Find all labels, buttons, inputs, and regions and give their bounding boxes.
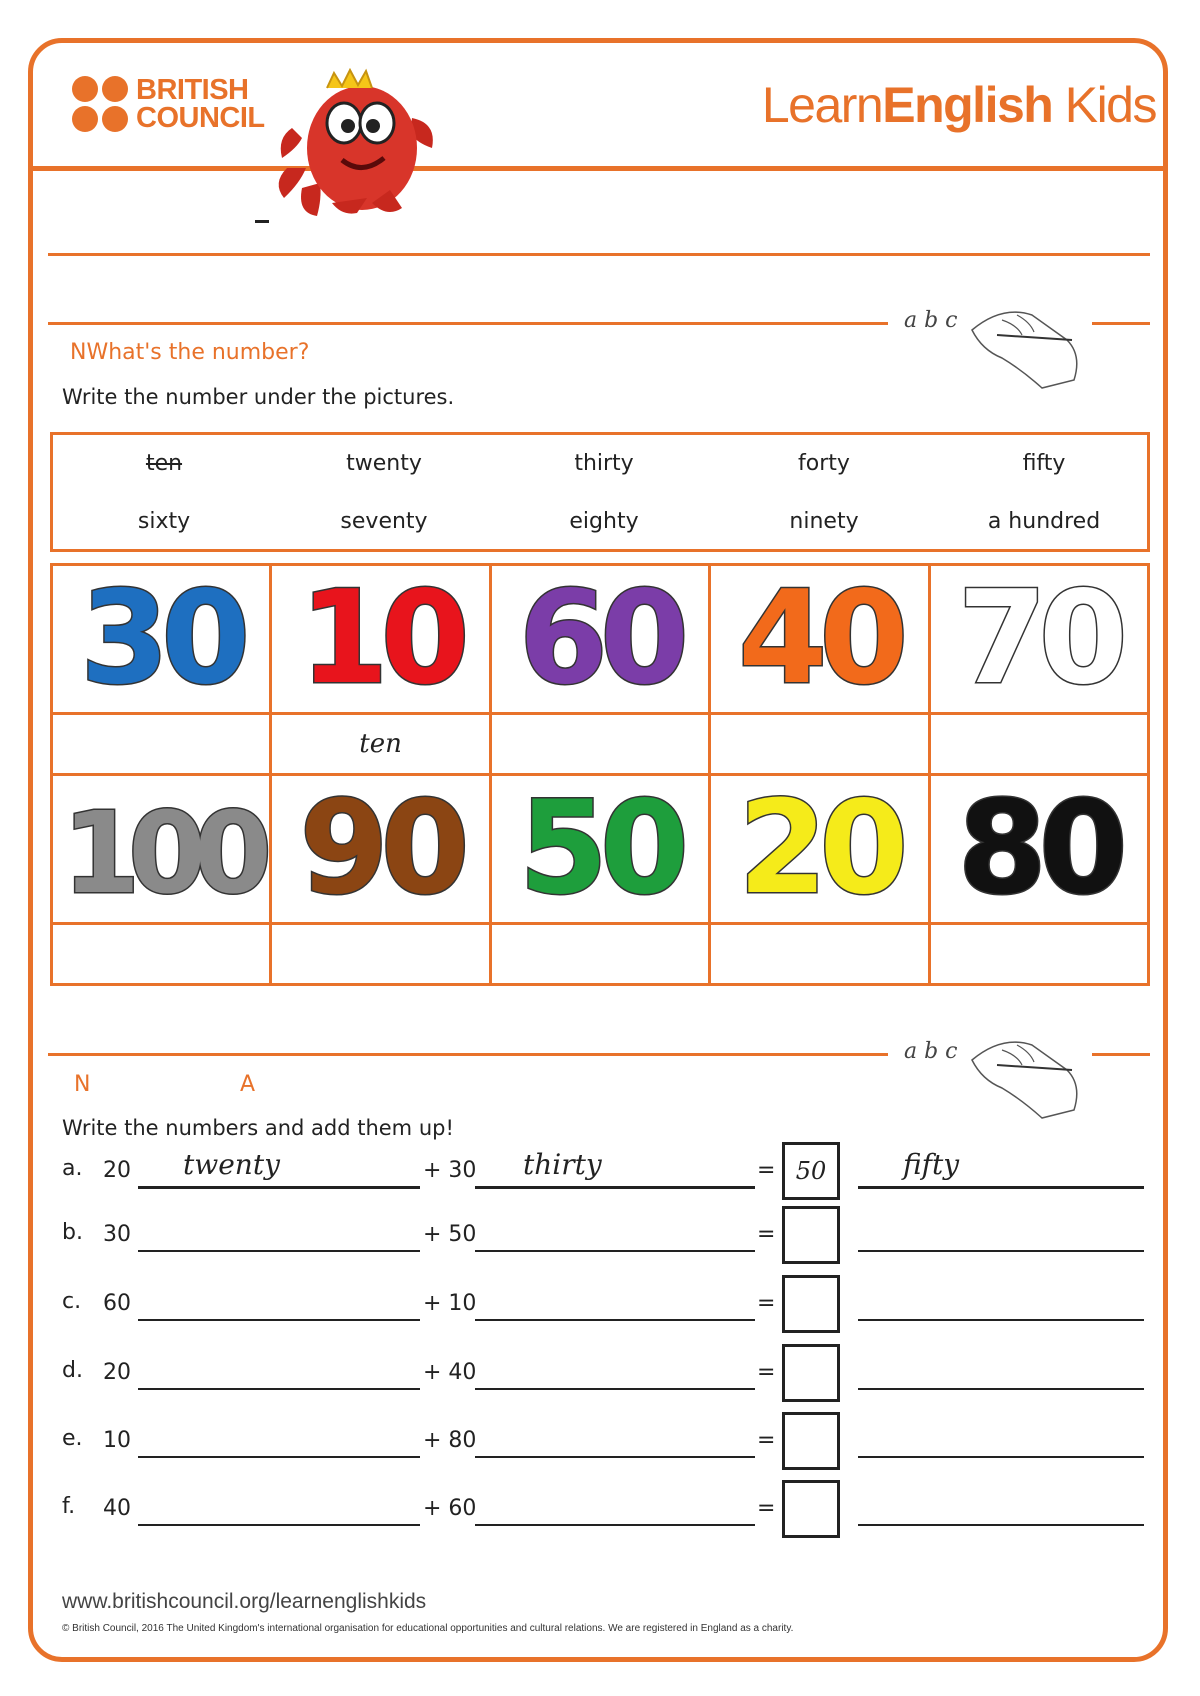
number-cell: 80 xyxy=(929,775,1148,924)
equation-plus-number: + 50 xyxy=(423,1222,477,1247)
section2-abc-label: a b c xyxy=(904,1039,958,1064)
logo-dots-icon xyxy=(72,76,130,134)
sum-box[interactable] xyxy=(782,1206,840,1264)
word-bank-item: eighty xyxy=(569,509,639,534)
equation-label: c. xyxy=(62,1289,82,1314)
answer-cell[interactable] xyxy=(710,714,929,775)
answer-line[interactable] xyxy=(475,1456,755,1458)
writing-hand-icon xyxy=(962,300,1092,390)
answer-line[interactable] xyxy=(475,1186,755,1189)
answer-cell[interactable] xyxy=(710,924,929,985)
name-field-mark xyxy=(255,220,269,223)
equation-row xyxy=(0,1412,1200,1472)
equation-label: b. xyxy=(62,1220,83,1245)
answer-line[interactable] xyxy=(475,1319,755,1321)
word-bank xyxy=(50,432,1150,552)
answer-line[interactable] xyxy=(475,1250,755,1252)
section1-divider-right xyxy=(1092,322,1150,325)
learnenglish-kids-logo: LearnEnglish Kids xyxy=(761,77,1156,133)
number-cell: 70 xyxy=(929,565,1148,714)
equation-first-number: 20 xyxy=(103,1158,131,1183)
word-bank-item: sixty xyxy=(137,509,191,534)
equation-plus-number: + 10 xyxy=(423,1291,477,1316)
answer-line[interactable] xyxy=(858,1524,1144,1526)
logo-text: BRITISH COUNCIL xyxy=(136,74,265,134)
equation-row xyxy=(0,1344,1200,1404)
answer-cell[interactable]: ten xyxy=(271,714,490,775)
answer-line[interactable] xyxy=(138,1319,420,1321)
equation-label: e. xyxy=(62,1426,83,1451)
answer-line[interactable] xyxy=(138,1250,420,1252)
british-council-logo xyxy=(72,76,272,136)
word-bank-item: ninety xyxy=(789,509,859,534)
answer-line[interactable] xyxy=(138,1388,420,1390)
answer-line[interactable] xyxy=(475,1388,755,1390)
section1-abc-label: a b c xyxy=(904,308,958,333)
sum-box[interactable]: 50 xyxy=(782,1142,840,1200)
number-cell: 20 xyxy=(710,775,929,924)
section1-divider-left xyxy=(48,322,888,325)
answer-row-1 xyxy=(52,714,1149,775)
equation-first-number: 10 xyxy=(103,1428,131,1453)
equation-plus-number: + 40 xyxy=(423,1360,477,1385)
number-row-1 xyxy=(52,565,1149,714)
answer-line[interactable] xyxy=(858,1319,1144,1321)
equation-row xyxy=(0,1142,1200,1202)
word-bank-item: fifty xyxy=(1022,451,1066,476)
answer-line[interactable] xyxy=(858,1456,1144,1458)
number-cell: 10 xyxy=(271,565,490,714)
equation-first-number: 20 xyxy=(103,1360,131,1385)
handwritten-answer: twenty xyxy=(183,1148,280,1181)
equation-plus-number: + 80 xyxy=(423,1428,477,1453)
answer-line[interactable] xyxy=(475,1524,755,1526)
equation-plus-number: + 30 xyxy=(423,1158,477,1183)
equation-first-number: 40 xyxy=(103,1496,131,1521)
equation-label: d. xyxy=(62,1358,83,1383)
answer-cell[interactable] xyxy=(490,924,709,985)
equals-sign: = xyxy=(757,1222,776,1247)
answer-row-2 xyxy=(52,924,1149,985)
name-line xyxy=(48,253,1150,256)
answer-line[interactable] xyxy=(858,1186,1144,1189)
equals-sign: = xyxy=(757,1158,776,1183)
answer-line[interactable] xyxy=(138,1456,420,1458)
section1-title: NWhat's the number? xyxy=(70,340,310,365)
writing-hand-icon xyxy=(962,1030,1092,1120)
answer-line[interactable] xyxy=(138,1186,420,1189)
answer-line[interactable] xyxy=(858,1250,1144,1252)
answer-cell[interactable] xyxy=(929,714,1148,775)
number-cell: 30 xyxy=(52,565,271,714)
section2-divider-right xyxy=(1092,1053,1150,1056)
sum-box[interactable] xyxy=(782,1480,840,1538)
answer-line[interactable] xyxy=(138,1524,420,1526)
handwritten-answer: fifty xyxy=(903,1148,960,1181)
answer-cell[interactable] xyxy=(929,924,1148,985)
sum-box[interactable] xyxy=(782,1412,840,1470)
footer-copyright: © British Council, 2016 The United Kingdom's international organisation for educational opportunities and cultural relations. We are registered in England as a charity. xyxy=(62,1623,794,1634)
equation-first-number: 30 xyxy=(103,1222,131,1247)
equals-sign: = xyxy=(757,1360,776,1385)
answer-cell[interactable] xyxy=(52,924,271,985)
answer-line[interactable] xyxy=(858,1388,1144,1390)
number-grid xyxy=(50,563,1150,986)
equals-sign: = xyxy=(757,1291,776,1316)
answer-cell[interactable] xyxy=(490,714,709,775)
header-divider xyxy=(28,166,1168,171)
number-cell: 100 xyxy=(52,775,271,924)
number-cell: 90 xyxy=(271,775,490,924)
number-cell: 60 xyxy=(490,565,709,714)
equals-sign: = xyxy=(757,1428,776,1453)
equation-row xyxy=(0,1480,1200,1540)
number-row-2 xyxy=(52,775,1149,924)
footer-url[interactable]: www.britishcouncil.org/learnenglishkids xyxy=(62,1590,427,1613)
equation-label: f. xyxy=(62,1494,76,1519)
word-bank-item: twenty xyxy=(346,451,422,476)
equation-label: a. xyxy=(62,1156,83,1181)
equation-row xyxy=(0,1275,1200,1335)
section2-divider-left xyxy=(48,1053,888,1056)
word-bank-item: thirty xyxy=(574,451,634,476)
word-bank-item: ten xyxy=(145,451,183,476)
answer-cell[interactable] xyxy=(52,714,271,775)
word-bank-item: seventy xyxy=(340,509,428,534)
answer-cell[interactable] xyxy=(271,924,490,985)
number-cell: 50 xyxy=(490,775,709,924)
section2-title-part2: A xyxy=(240,1072,256,1097)
section1-instruction: Write the number under the pictures. xyxy=(62,385,455,409)
section2-title-part1: N xyxy=(74,1072,91,1097)
word-bank-item: a hundred xyxy=(987,509,1101,534)
handwritten-answer: thirty xyxy=(523,1148,602,1181)
word-bank-item: forty xyxy=(798,451,850,476)
monster-mascot-icon xyxy=(272,68,442,218)
equation-plus-number: + 60 xyxy=(423,1496,477,1521)
sum-box[interactable] xyxy=(782,1275,840,1333)
number-cell: 40 xyxy=(710,565,929,714)
section2-instruction: Write the numbers and add them up! xyxy=(62,1116,454,1140)
equation-first-number: 60 xyxy=(103,1291,131,1316)
equation-row xyxy=(0,1206,1200,1266)
sum-box[interactable] xyxy=(782,1344,840,1402)
equals-sign: = xyxy=(757,1496,776,1521)
